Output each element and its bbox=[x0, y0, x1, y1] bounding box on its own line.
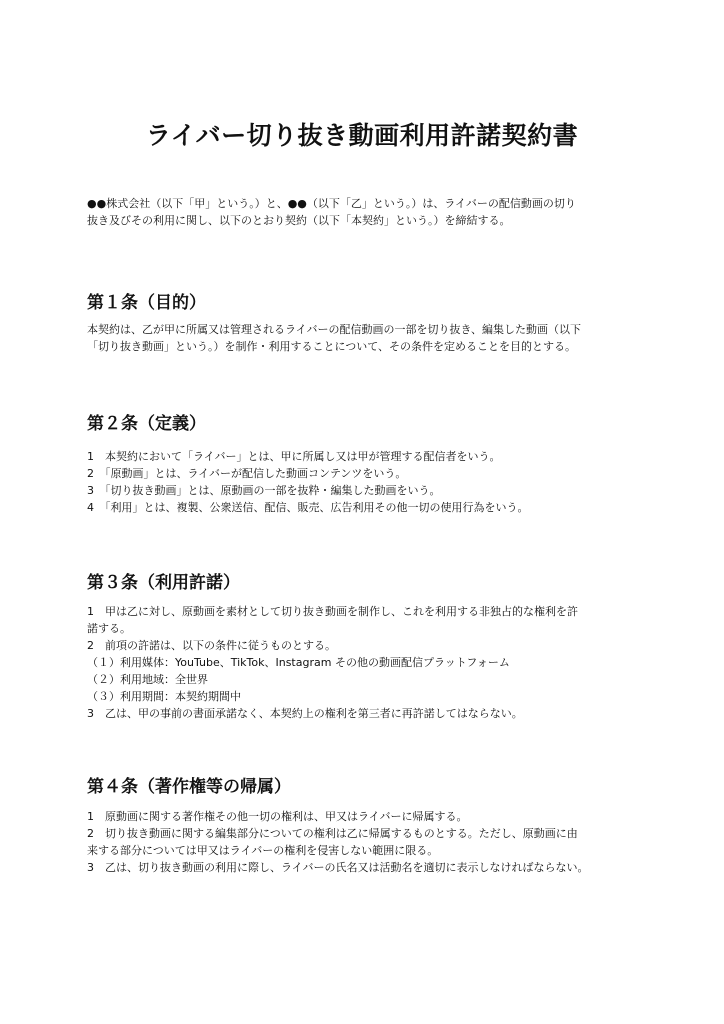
article-line: 3 乙は、甲の事前の書面承諾なく、本契約上の権利を第三者に再許諾してはならない。 bbox=[87, 707, 523, 720]
article-line: 2 「原動画」とは、ライバーが配信した動画コンテンツをいう。 bbox=[87, 467, 407, 480]
article-line: （２）利用地域：全世界 bbox=[87, 673, 208, 686]
article-line: 諾する。 bbox=[87, 622, 131, 635]
article-line: 本契約は、乙が甲に所属又は管理されるライバーの配信動画の一部を切り抜き、編集した動画（以下 bbox=[87, 323, 582, 336]
article-3-body bbox=[87, 603, 647, 722]
article-line: 1 本契約において「ライバー」とは、甲に所属し又は甲が管理する配信者をいう。 bbox=[87, 450, 501, 463]
document-title: ライバー切り抜き動画利用許諾契約書 bbox=[145, 121, 579, 150]
article-line: 1 甲は乙に対し、原動画を素材として切り抜き動画を制作し、これを利用する非独占的な権利を許 bbox=[87, 605, 578, 618]
article-line: 2 前項の許諾は、以下の条件に従うものとする。 bbox=[87, 639, 336, 652]
article-3-heading: 第３条（利用許諾） bbox=[87, 573, 240, 593]
article-line: 1 原動画に関する著作権その他一切の権利は、甲又はライバーに帰属する。 bbox=[87, 810, 468, 823]
article-1-heading: 第１条（目的） bbox=[87, 293, 206, 313]
article-line: （１）利用媒体：YouTube、TikTok、Instagram その他の動画配信プラットフォーム bbox=[87, 656, 510, 669]
article-4-heading: 第４条（著作権等の帰属） bbox=[87, 777, 291, 797]
article-line: 3 乙は、切り抜き動画の利用に際し、ライバーの氏名又は活動名を適切に表示しなければならない。 bbox=[87, 861, 589, 874]
article-line: 来する部分については甲又はライバーの権利を侵害しない範囲に限る。 bbox=[87, 844, 439, 857]
article-line: 「切り抜き動画」という。）を制作・利用することについて、その条件を定めることを目的とする。 bbox=[87, 340, 577, 353]
preamble-line: ●●株式会社（以下「甲」という。）と、●●（以下「乙」という。）は、ライバーの配信動画の切り bbox=[87, 197, 576, 210]
preamble-line: 抜き及びその利用に関し、以下のとおり契約（以下「本契約」という。）を締結する。 bbox=[87, 214, 511, 227]
preamble bbox=[87, 195, 647, 229]
article-line: （３）利用期間：本契約期間中 bbox=[87, 690, 241, 703]
article-2-body bbox=[87, 448, 647, 516]
article-line: 2 切り抜き動画に関する編集部分についての権利は乙に帰属するものとする。ただし、原動画に由 bbox=[87, 827, 578, 840]
article-2-heading: 第２条（定義） bbox=[87, 414, 206, 434]
article-line: 3 「切り抜き動画」とは、原動画の一部を抜粋・編集した動画をいう。 bbox=[87, 484, 441, 497]
article-4-body bbox=[87, 808, 647, 876]
article-1-body bbox=[87, 321, 647, 355]
article-line: 4 「利用」とは、複製、公衆送信、配信、販売、広告利用その他一切の使用行為をいう。 bbox=[87, 501, 529, 514]
